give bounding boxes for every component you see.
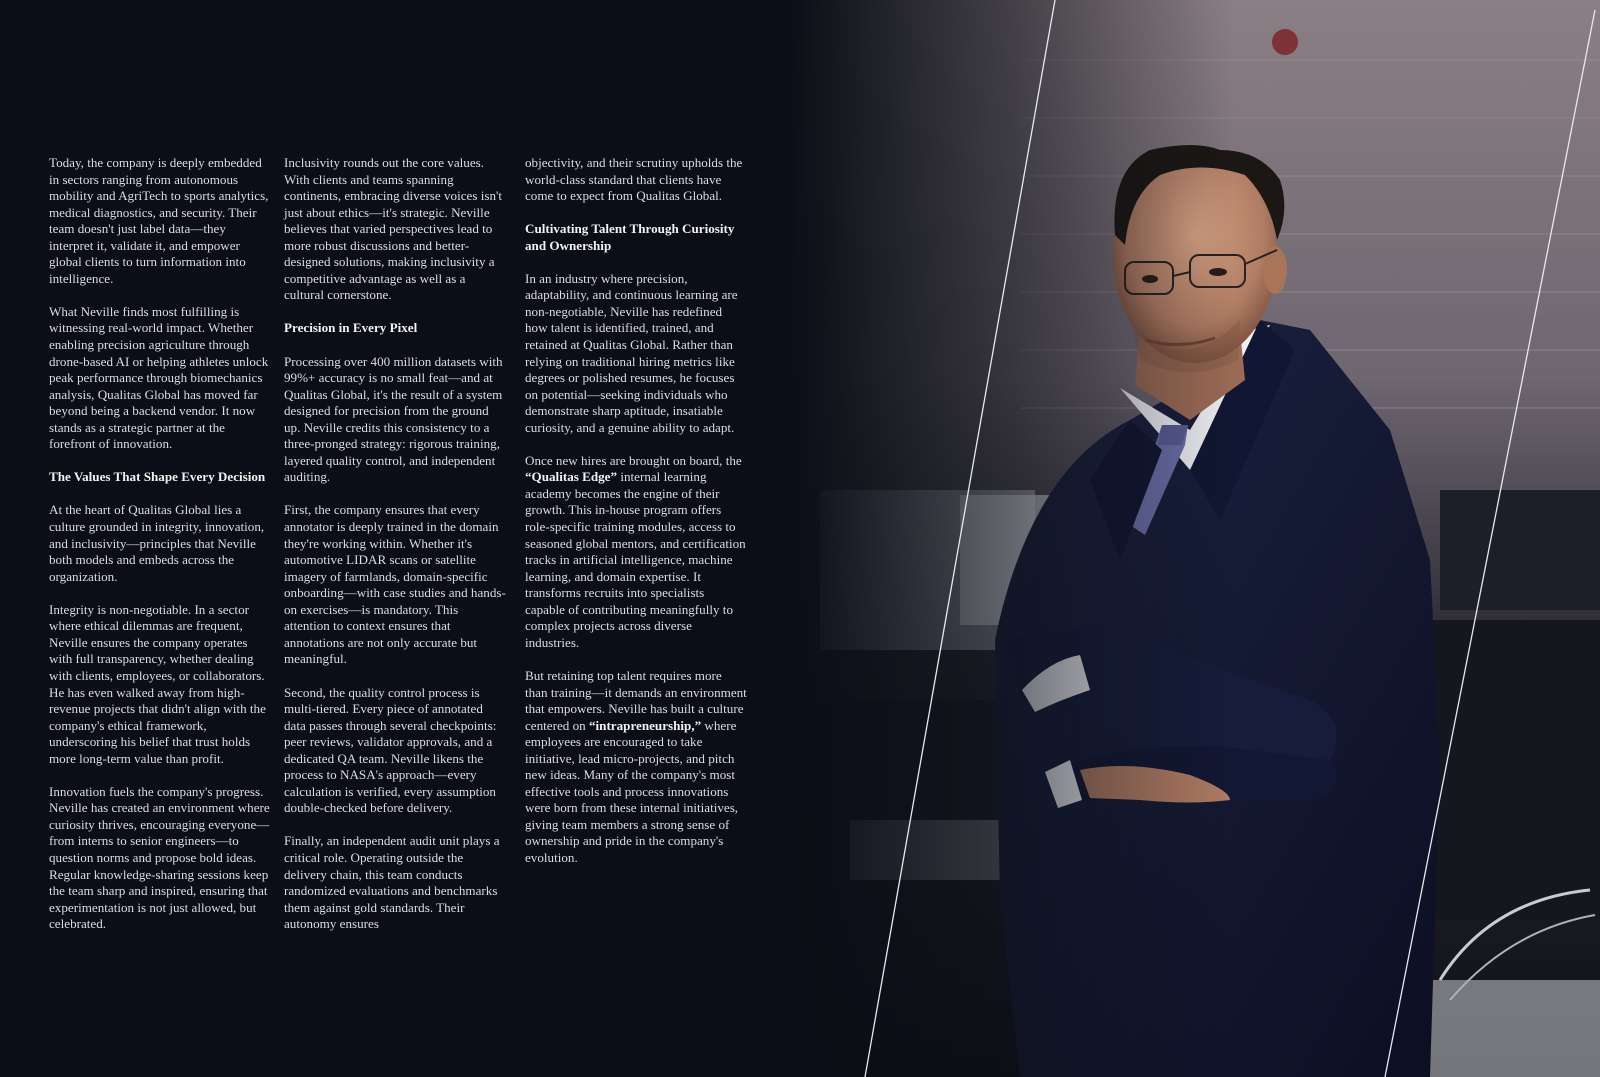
paragraph-text: where employees are encouraged to take initiative, lead micro-projects, and pitch new ideas. Many of the company's most effective tools and process innovations were born from these internal initiatives, giving team members a strong sense of ownership and pride in the company's evolution. — [525, 717, 739, 865]
paragraph: Integrity is non-negotiable. In a sector where ethical dilemmas are frequent, Neville ensures the company operates with full transparency, whether dealing with clients, employees, or collaborators. He has even walked away from high-revenue projects that didn't align with the company's ethical framework, underscoring his belief that trust holds more long-term value than profit. — [49, 601, 266, 766]
text-column-2 — [284, 155, 506, 949]
portrait-photo — [790, 0, 1600, 1077]
emphasis-intrapreneurship: “intrapreneurship,” — [588, 717, 702, 733]
paragraph: Inclusivity rounds out the core values. With clients and teams spanning continents, embracing diverse voices isn't just about ethics—it's strategic. Neville believes that varied perspectives lead to more robust discussions and better-designed solutions, making inclusivity a competitive advantage as well as a cultural cornerstone. — [284, 155, 502, 303]
paragraph-text: internal learning academy becomes the engine of their growth. This in-house program offers role-specific training modules, access to seasoned global mentors, and certification tracks in artificial intelligence, machine learning, and domain expertise. It transforms recruits into specialists capable of contributing meaningfully to complex projects across diverse industries. — [525, 469, 746, 650]
paragraph: What Neville finds most fulfilling is witnessing real-world impact. Whether enabling precision agriculture through drone-based AI or helping athletes unlock peak performance through biomechanics analysis, Qualitas Global has moved far beyond being a backend vendor. It now stands as a strategic partner at the forefront of innovation. — [49, 303, 269, 452]
paragraph — [525, 453, 747, 652]
text-column-3 — [525, 155, 747, 883]
section-heading: The Values That Shape Every Decision — [49, 469, 266, 485]
paragraph — [525, 668, 747, 867]
paragraph: First, the company ensures that every annotator is deeply trained in the domain they're working within. Whether it's automotive LIDAR scans or satellite imagery of farmlands, domain-specific onboarding—with case studies and hands-on exercises—is mandatory. This attention to context ensures that annotations are not only accurate but meaningful. — [284, 502, 506, 667]
paragraph-text: Once new hires are brought on board, the — [525, 452, 742, 468]
text-column-1 — [49, 155, 271, 949]
paragraph: Today, the company is deeply embedded in sectors ranging from autonomous mobility and AgriTech to sports analytics, medical diagnostics, and security. Their team doesn't just label data—they interpret it, validate it, and empower global clients to turn information into intelligence. — [49, 155, 269, 286]
paragraph: objectivity, and their scrutiny upholds the world-class standard that clients have come to expect from Qualitas Global. — [525, 155, 743, 204]
paragraph-text: But retaining top talent requires more than training—it demands an environment that empowers. Neville has built a culture centered on — [525, 667, 747, 733]
paragraph: In an industry where precision, adaptability, and continuous learning are non-negotiable, Neville has redefined how talent is identified, trained, and retained at Qualitas Global. Rather than relying on traditional hiring metrics like degrees or polished resumes, he focuses on potential—seeking individuals who demonstrate sharp aptitude, insatiable curiosity, and a genuine ability to adapt. — [525, 270, 738, 435]
section-heading: Precision in Every Pixel — [284, 320, 418, 336]
section-heading: Cultivating Talent Through Curiosity and Ownership — [525, 221, 735, 253]
paragraph: Processing over 400 million datasets with 99%+ accuracy is no small feat—and at Qualitas Global, it's the result of a system designed for precision from the ground up. Neville credits this consistency to a three-pronged strategy: rigorous training, layered quality control, and independent auditing. — [284, 353, 503, 485]
paragraph: Second, the quality control process is multi-tiered. Every piece of annotated data passes through several checkpoints: peer reviews, validator approvals, and a dedicated QA team. Neville likens the process to NASA's approach—every calculation is verified, every assumption double-checked before delivery. — [284, 684, 497, 816]
emphasis-qualitas-edge: “Qualitas Edge” — [525, 469, 618, 485]
paragraph: Finally, an independent audit unit plays a critical role. Operating outside the delivery chain, this team conducts randomized evaluations and benchmarks them against gold standards. Their autonomy ensures — [284, 833, 500, 932]
paragraph: At the heart of Qualitas Global lies a culture grounded in integrity, innovation, and inclusivity—principles that Neville both models and embeds across the organization. — [49, 502, 265, 584]
paragraph: Innovation fuels the company's progress. Neville has created an environment where curiosity thrives, encouraging everyone—from interns to senior engineers—to question norms and propose bold ideas. Regular knowledge-sharing sessions keep the team sharp and inspired, ensuring that experimentation is not just allowed, but celebrated. — [49, 783, 270, 932]
